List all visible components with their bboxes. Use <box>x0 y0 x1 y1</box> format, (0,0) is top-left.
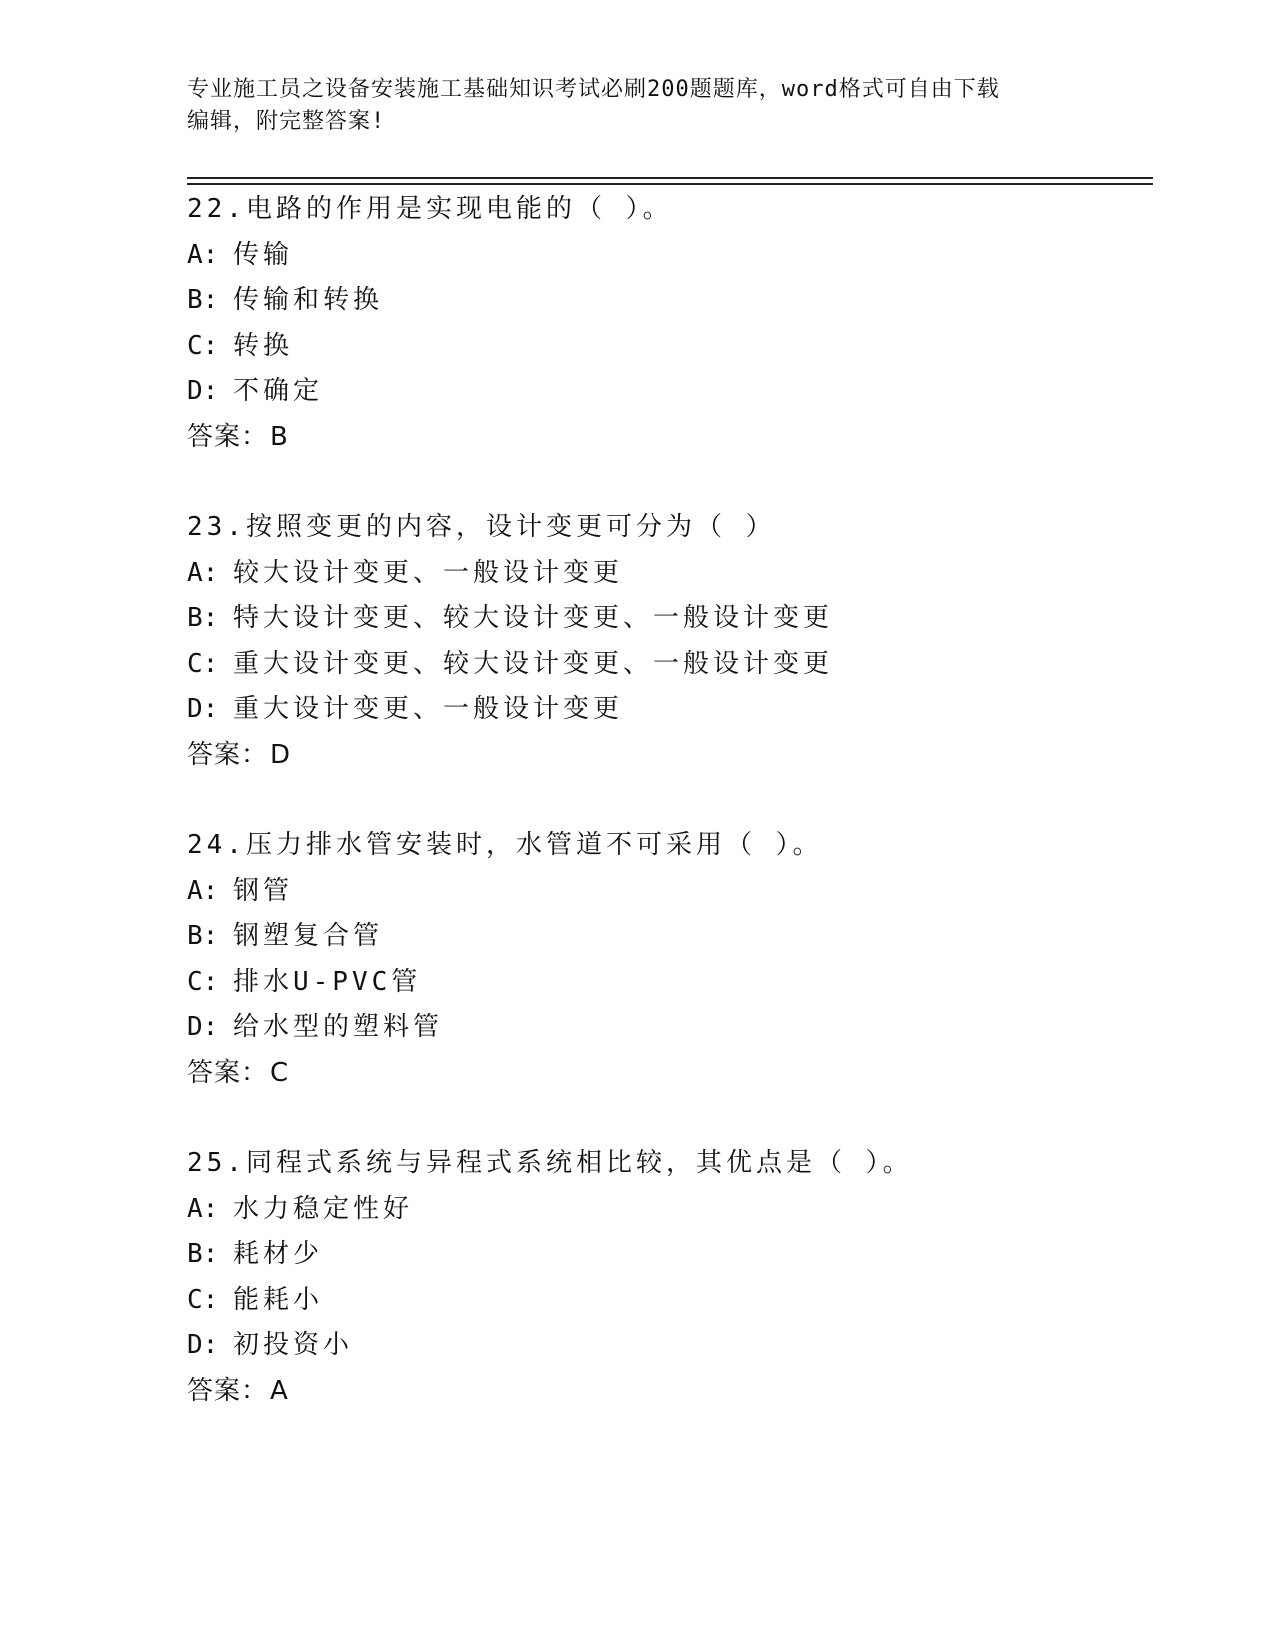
option-text: 传输和转换 <box>233 285 384 315</box>
option-label: A: <box>187 557 219 588</box>
header-divider-top <box>187 177 1153 179</box>
option-label: C: <box>187 648 219 679</box>
option-text: 较大设计变更、一般设计变更 <box>233 557 624 588</box>
question-block <box>187 187 1167 460</box>
option-a <box>187 233 1167 279</box>
option-text: 传输 <box>233 239 294 270</box>
option-label: B: <box>187 1239 219 1269</box>
question-block <box>187 505 1167 778</box>
option-a <box>187 1187 1167 1233</box>
answer-line <box>187 1051 1167 1097</box>
answer-line <box>187 415 1167 461</box>
option-d <box>187 687 1167 733</box>
question-stem: 24.压力排水管安装时，水管道不可采用（ ）。 <box>187 830 823 860</box>
option-text: 不确定 <box>233 376 324 406</box>
option-c <box>187 324 1167 370</box>
answer-value: C <box>270 1057 290 1088</box>
option-b <box>187 914 1167 960</box>
option-d <box>187 369 1167 415</box>
answer-value: B <box>270 421 289 452</box>
option-b <box>187 278 1167 324</box>
option-text: 钢塑复合管 <box>233 921 384 951</box>
document-header <box>187 74 1087 138</box>
option-text: 钢管 <box>233 875 294 906</box>
option-label: A: <box>187 875 219 906</box>
question-block <box>187 1141 1167 1414</box>
option-c <box>187 1278 1167 1324</box>
option-label: B: <box>187 285 219 315</box>
answer-label: 答案： <box>187 739 269 770</box>
header-line-2: 编辑，附完整答案! <box>187 109 386 134</box>
option-label: C: <box>187 330 219 361</box>
option-label: D: <box>187 694 219 724</box>
answer-label: 答案： <box>187 421 269 452</box>
answer-label: 答案： <box>187 1375 269 1406</box>
option-b <box>187 596 1167 642</box>
option-label: D: <box>187 376 219 406</box>
question-stem: 25.同程式系统与异程式系统相比较，其优点是（ ）。 <box>187 1148 913 1178</box>
option-d <box>187 1005 1167 1051</box>
option-a <box>187 869 1167 915</box>
question-stem: 23.按照变更的内容，设计变更可分为（ ） <box>187 512 776 542</box>
option-text: 给水型的塑料管 <box>233 1012 444 1042</box>
option-text: 水力稳定性好 <box>233 1193 414 1224</box>
option-label: B: <box>187 603 219 633</box>
header-line-1: 专业施工员之设备安装施工基础知识考试必刷200题题库，word格式可自由下载 <box>187 77 1000 102</box>
option-text: 排水U-PVC管 <box>233 966 422 997</box>
option-text: 初投资小 <box>233 1330 354 1360</box>
option-c <box>187 642 1167 688</box>
option-label: D: <box>187 1012 219 1042</box>
option-text: 耗材少 <box>233 1239 324 1269</box>
option-label: B: <box>187 921 219 951</box>
option-label: D: <box>187 1330 219 1360</box>
option-text: 重大设计变更、一般设计变更 <box>233 694 624 724</box>
option-text: 转换 <box>233 330 294 361</box>
question-stem: 22.电路的作用是实现电能的（ ）。 <box>187 194 673 224</box>
option-text: 特大设计变更、较大设计变更、一般设计变更 <box>233 603 834 633</box>
answer-label: 答案： <box>187 1057 269 1088</box>
option-a <box>187 551 1167 597</box>
option-label: C: <box>187 1284 219 1315</box>
option-text: 能耗小 <box>233 1284 324 1315</box>
option-label: A: <box>187 239 219 270</box>
option-label: C: <box>187 966 219 997</box>
header-divider-bottom <box>187 183 1153 185</box>
answer-value: A <box>270 1375 289 1406</box>
option-text: 重大设计变更、较大设计变更、一般设计变更 <box>233 648 834 679</box>
answer-line <box>187 1369 1167 1415</box>
option-c <box>187 960 1167 1006</box>
question-block <box>187 823 1167 1096</box>
option-b <box>187 1232 1167 1278</box>
option-label: A: <box>187 1193 219 1224</box>
option-d <box>187 1323 1167 1369</box>
answer-value: D <box>270 739 292 770</box>
answer-line <box>187 733 1167 779</box>
